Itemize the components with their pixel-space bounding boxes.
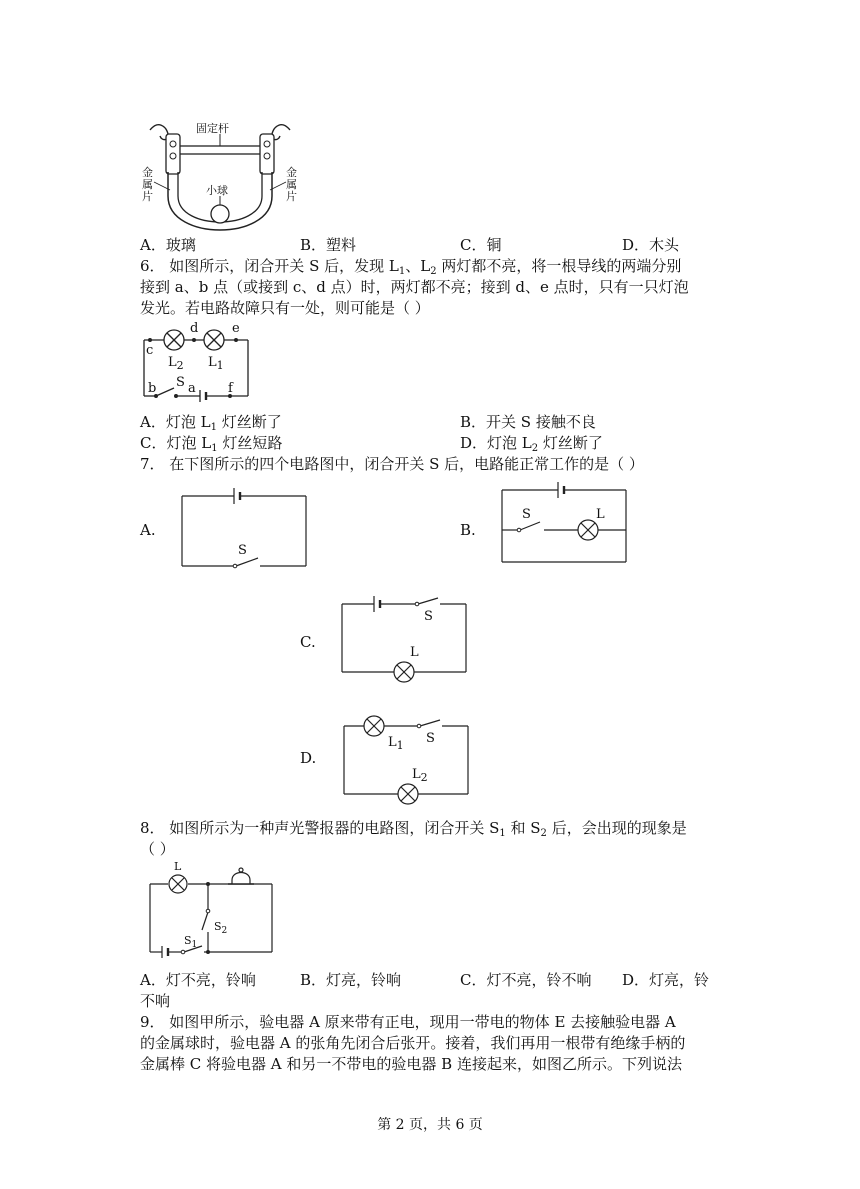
q7-option-a-label[interactable]: A. [140, 521, 156, 539]
q7-circuit-a[interactable] [180, 484, 310, 570]
q5-label-metal-left-1: 金 [142, 166, 153, 179]
q6-stem-line-2: 接到 a、b 点（或接到 c、d 点）时，两灯都不亮；接到 d、e 点时，只有一只灯泡 [140, 278, 689, 296]
q6-label-a: a [188, 381, 196, 396]
q8-label-l: L [174, 860, 182, 873]
q5-label-metal-left-3: 片 [142, 190, 153, 203]
q5-option-a[interactable]: A．玻璃 [140, 236, 196, 254]
q8-stem-line-1: 8． 如图所示为一种声光警报器的电路图，闭合开关 $S_1$ 和 $S_2$ 后，会出现的现象是 [140, 819, 687, 839]
q8-option-d-continued: 不响 [140, 992, 171, 1010]
q5-option-d[interactable]: D．木头 [622, 236, 680, 254]
q7-c-label-s: S [424, 609, 433, 624]
q7-d-label-l2: $L_2$ [412, 767, 428, 784]
q7-d-label-s: S [426, 731, 435, 746]
q6-option-c[interactable]: C．灯泡 $L_1$ 灯丝短路 [140, 434, 283, 454]
q5-label-fixed-rod: 固定杆 [196, 122, 229, 135]
q8-option-b[interactable]: B．灯亮，铃响 [300, 971, 402, 989]
q7-option-d-label[interactable]: D. [300, 749, 317, 767]
q6-label-f: f [228, 381, 233, 396]
q8-option-c[interactable]: C．灯不亮，铃不响 [460, 971, 592, 989]
q6-label-c: c [146, 343, 154, 358]
q9-stem-line-3: 金属棒 C 将验电器 A 和另一不带电的验电器 B 连接起来，如图乙所示。下列说法 [140, 1055, 682, 1073]
q7-c-label-l: L [410, 645, 419, 660]
q7-stem: 7． 在下图所示的四个电路图中，闭合开关 S 后，电路能正常工作的是（ ） [140, 455, 644, 473]
q6-option-a[interactable]: A．灯泡 $L_1$ 灯丝断了 [140, 413, 282, 433]
q9-stem-line-2: 的金属球时，验电器 A 的张角先闭合后张开。接着，我们再用一根带有绝缘手柄的 [140, 1034, 686, 1052]
q6-label-b: b [148, 381, 157, 396]
q8-option-d[interactable]: D．灯亮，铃 [622, 971, 710, 989]
q7-circuit-b[interactable] [500, 480, 630, 566]
q7-option-c-label[interactable]: C. [300, 633, 316, 651]
q6-circuit-figure [140, 320, 260, 406]
q7-d-label-l1: $L_1$ [388, 735, 404, 752]
q6-option-b[interactable]: B．开关 S 接触不良 [460, 413, 596, 431]
q5-option-b[interactable]: B．塑料 [300, 236, 357, 254]
q6-option-d[interactable]: D．灯泡 $L_2$ 灯丝断了 [460, 434, 603, 454]
q8-option-a[interactable]: A．灯不亮，铃响 [140, 971, 256, 989]
q6-label-d: d [190, 321, 199, 336]
q7-option-b-label[interactable]: B. [460, 521, 476, 539]
q8-alarm-circuit-figure [140, 856, 280, 960]
q5-label-metal-right-3: 片 [286, 190, 297, 203]
q5-option-c[interactable]: C．铜 [460, 236, 502, 254]
q6-stem-line-3: 发光。若电路故障只有一处，则可能是（ ） [140, 299, 430, 317]
q6-stem-line-1: 6． 如图所示，闭合开关 S 后，发现 $L_1$、$L_2$ 两灯都不亮，将一根导线的两端分别 [140, 257, 682, 277]
q5-label-ball: 小球 [206, 184, 228, 197]
q7-b-label-s: S [522, 507, 531, 522]
q5-label-metal-right-1: 金 [286, 166, 297, 179]
q6-label-e: e [232, 321, 240, 336]
q8-stem-line-2: （ ） [140, 840, 175, 858]
page-footer: 第 2 页，共 6 页 [377, 1117, 483, 1133]
q5-label-metal-right-2: 属 [286, 178, 297, 191]
q7-b-label-l: L [596, 507, 605, 522]
q6-label-l1: $L_1$ [208, 355, 224, 372]
q6-label-l2: $L_2$ [168, 355, 184, 372]
q8-label-s1: $S_1$ [184, 934, 198, 950]
q7-circuit-d[interactable] [340, 710, 474, 808]
q5-figure-electroscope-device [140, 116, 300, 234]
q5-label-metal-left-2: 属 [142, 178, 153, 191]
q7-circuit-c[interactable] [340, 594, 470, 684]
q8-label-s2: $S_2$ [214, 920, 228, 936]
q6-label-s: S [176, 375, 185, 390]
q7-a-label-s: S [238, 543, 247, 558]
q9-stem-line-1: 9． 如图甲所示，验电器 A 原来带有正电，现用一带电的物体 E 去接触验电器 A [140, 1013, 676, 1031]
